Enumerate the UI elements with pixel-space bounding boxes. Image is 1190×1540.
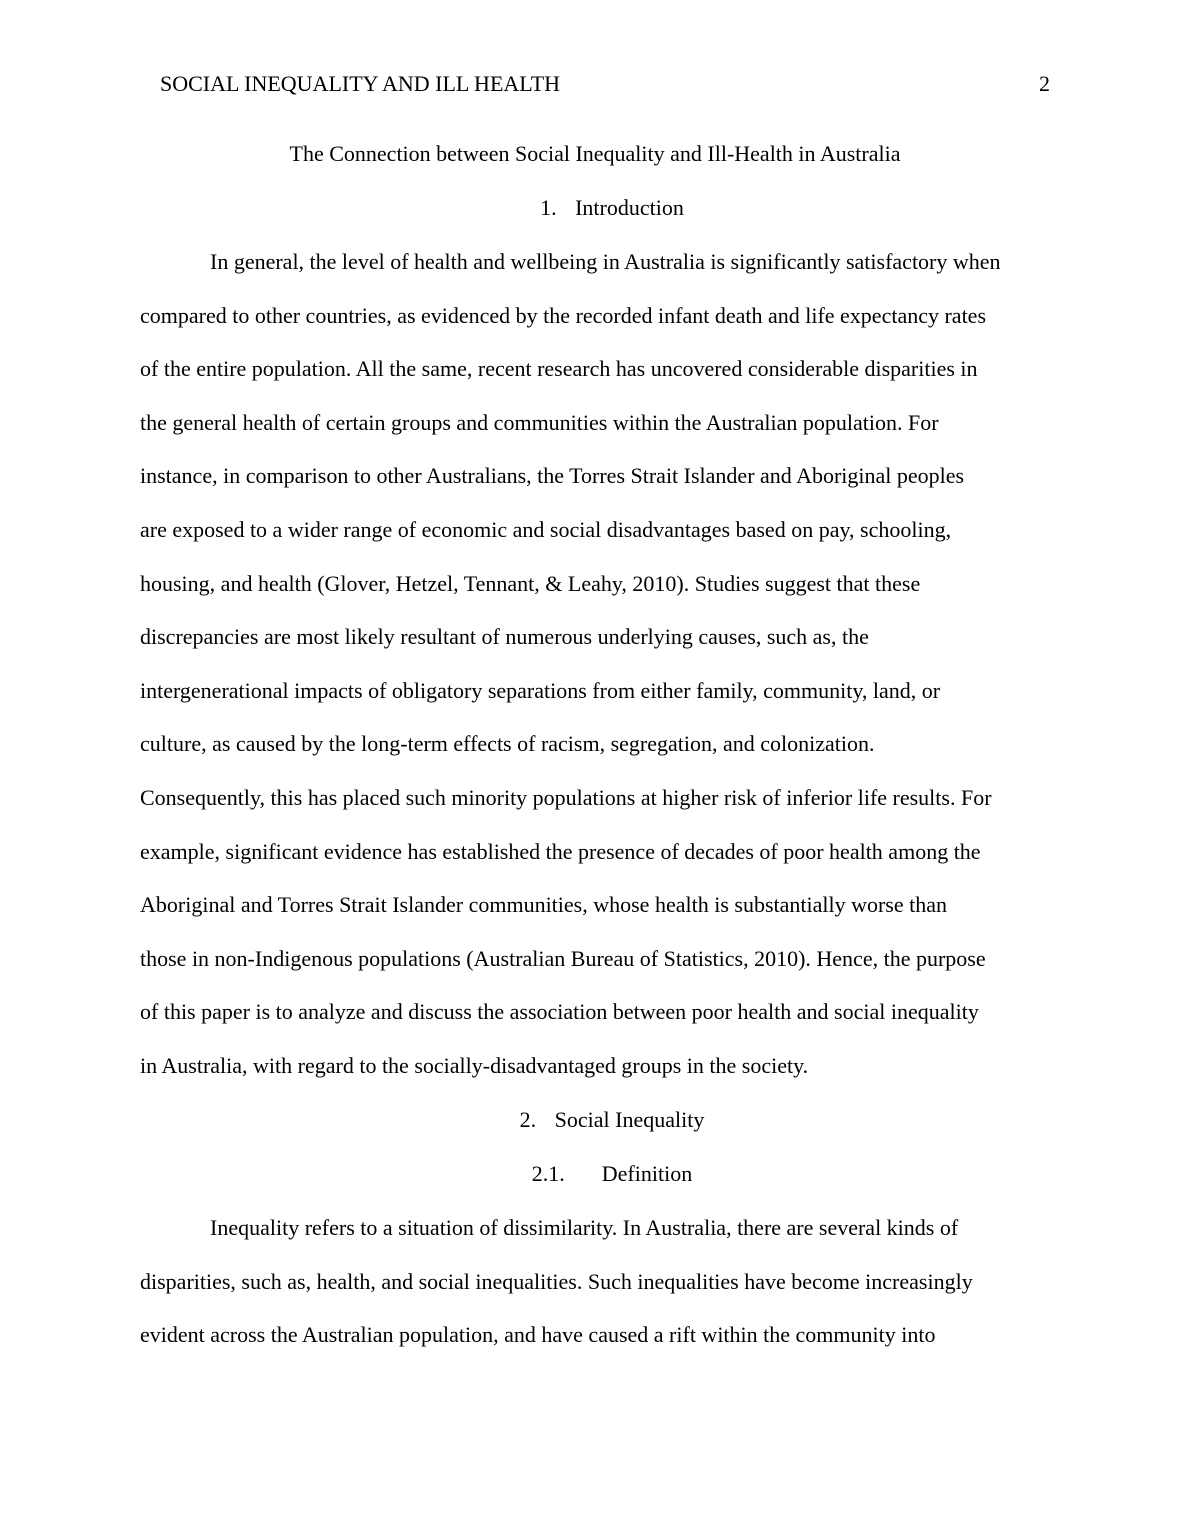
subsection-heading-definition <box>0 1160 1190 1188</box>
section-number: 1. <box>540 195 557 220</box>
paragraph-line: those in non-Indigenous populations (Australian Bureau of Statistics, 2010). Hence, the purpose <box>140 945 986 971</box>
paragraph-line: of this paper is to analyze and discuss the association between poor health and social inequality <box>140 999 979 1025</box>
paragraph-line: Consequently, this has placed such minority populations at higher risk of inferior life results. For <box>140 784 992 810</box>
paragraph-line: discrepancies are most likely resultant of numerous underlying causes, such as, the <box>140 624 869 650</box>
paragraph-line: intergenerational impacts of obligatory separations from either family, community, land, or <box>140 677 941 703</box>
paragraph-line: in Australia, with regard to the socially-disadvantaged groups in the society. <box>140 1052 809 1078</box>
paragraph-line: Aboriginal and Torres Strait Islander communities, whose health is substantially worse than <box>140 892 948 918</box>
paper-title: The Connection between Social Inequality and Ill-Health in Australia <box>289 141 901 166</box>
paragraph-line: compared to other countries, as evidenced by the recorded infant death and life expectancy rates <box>140 302 987 328</box>
paragraph-line: of the entire population. All the same, recent research has uncovered considerable disparities in <box>140 356 978 382</box>
paragraph-line: instance, in comparison to other Australians, the Torres Strait Islander and Aboriginal peoples <box>140 463 965 489</box>
paragraph-line: example, significant evidence has established the presence of decades of poor health among the <box>140 838 981 864</box>
section-number: 2.1. <box>531 1161 565 1186</box>
section-heading-introduction <box>0 194 1190 222</box>
page-number: 2 <box>1039 71 1050 96</box>
introduction-paragraph <box>140 248 1050 1106</box>
paragraph-line: the general health of certain groups and communities within the Australian population. For <box>140 409 939 435</box>
paragraph-line: disparities, such as, health, and social inequalities. Such inequalities have become increasingly <box>140 1268 973 1294</box>
section-label: Definition <box>601 1161 693 1186</box>
paragraph-line: culture, as caused by the long-term effects of racism, segregation, and colonization. <box>140 731 875 757</box>
paragraph-line: evident across the Australian population, and have caused a rift within the community into <box>140 1322 936 1348</box>
paragraph-line: In general, the level of health and wellbeing in Australia is significantly satisfactory when <box>210 249 1001 274</box>
paragraph-line: are exposed to a wider range of economic and social disadvantages based on pay, schooling, <box>140 516 952 542</box>
section-label: Social Inequality <box>554 1107 705 1132</box>
section-number: 2. <box>519 1107 537 1132</box>
section-heading-social-inequality <box>0 1106 1190 1134</box>
running-head: SOCIAL INEQUALITY AND ILL HEALTH <box>160 71 561 96</box>
section-label: Introduction <box>575 195 684 220</box>
paragraph-line: Inequality refers to a situation of dissimilarity. In Australia, there are several kinds of <box>210 1215 959 1240</box>
paragraph-line: housing, and health (Glover, Hetzel, Tennant, & Leahy, 2010). Studies suggest that these <box>140 570 921 596</box>
definition-paragraph <box>140 1214 1050 1375</box>
